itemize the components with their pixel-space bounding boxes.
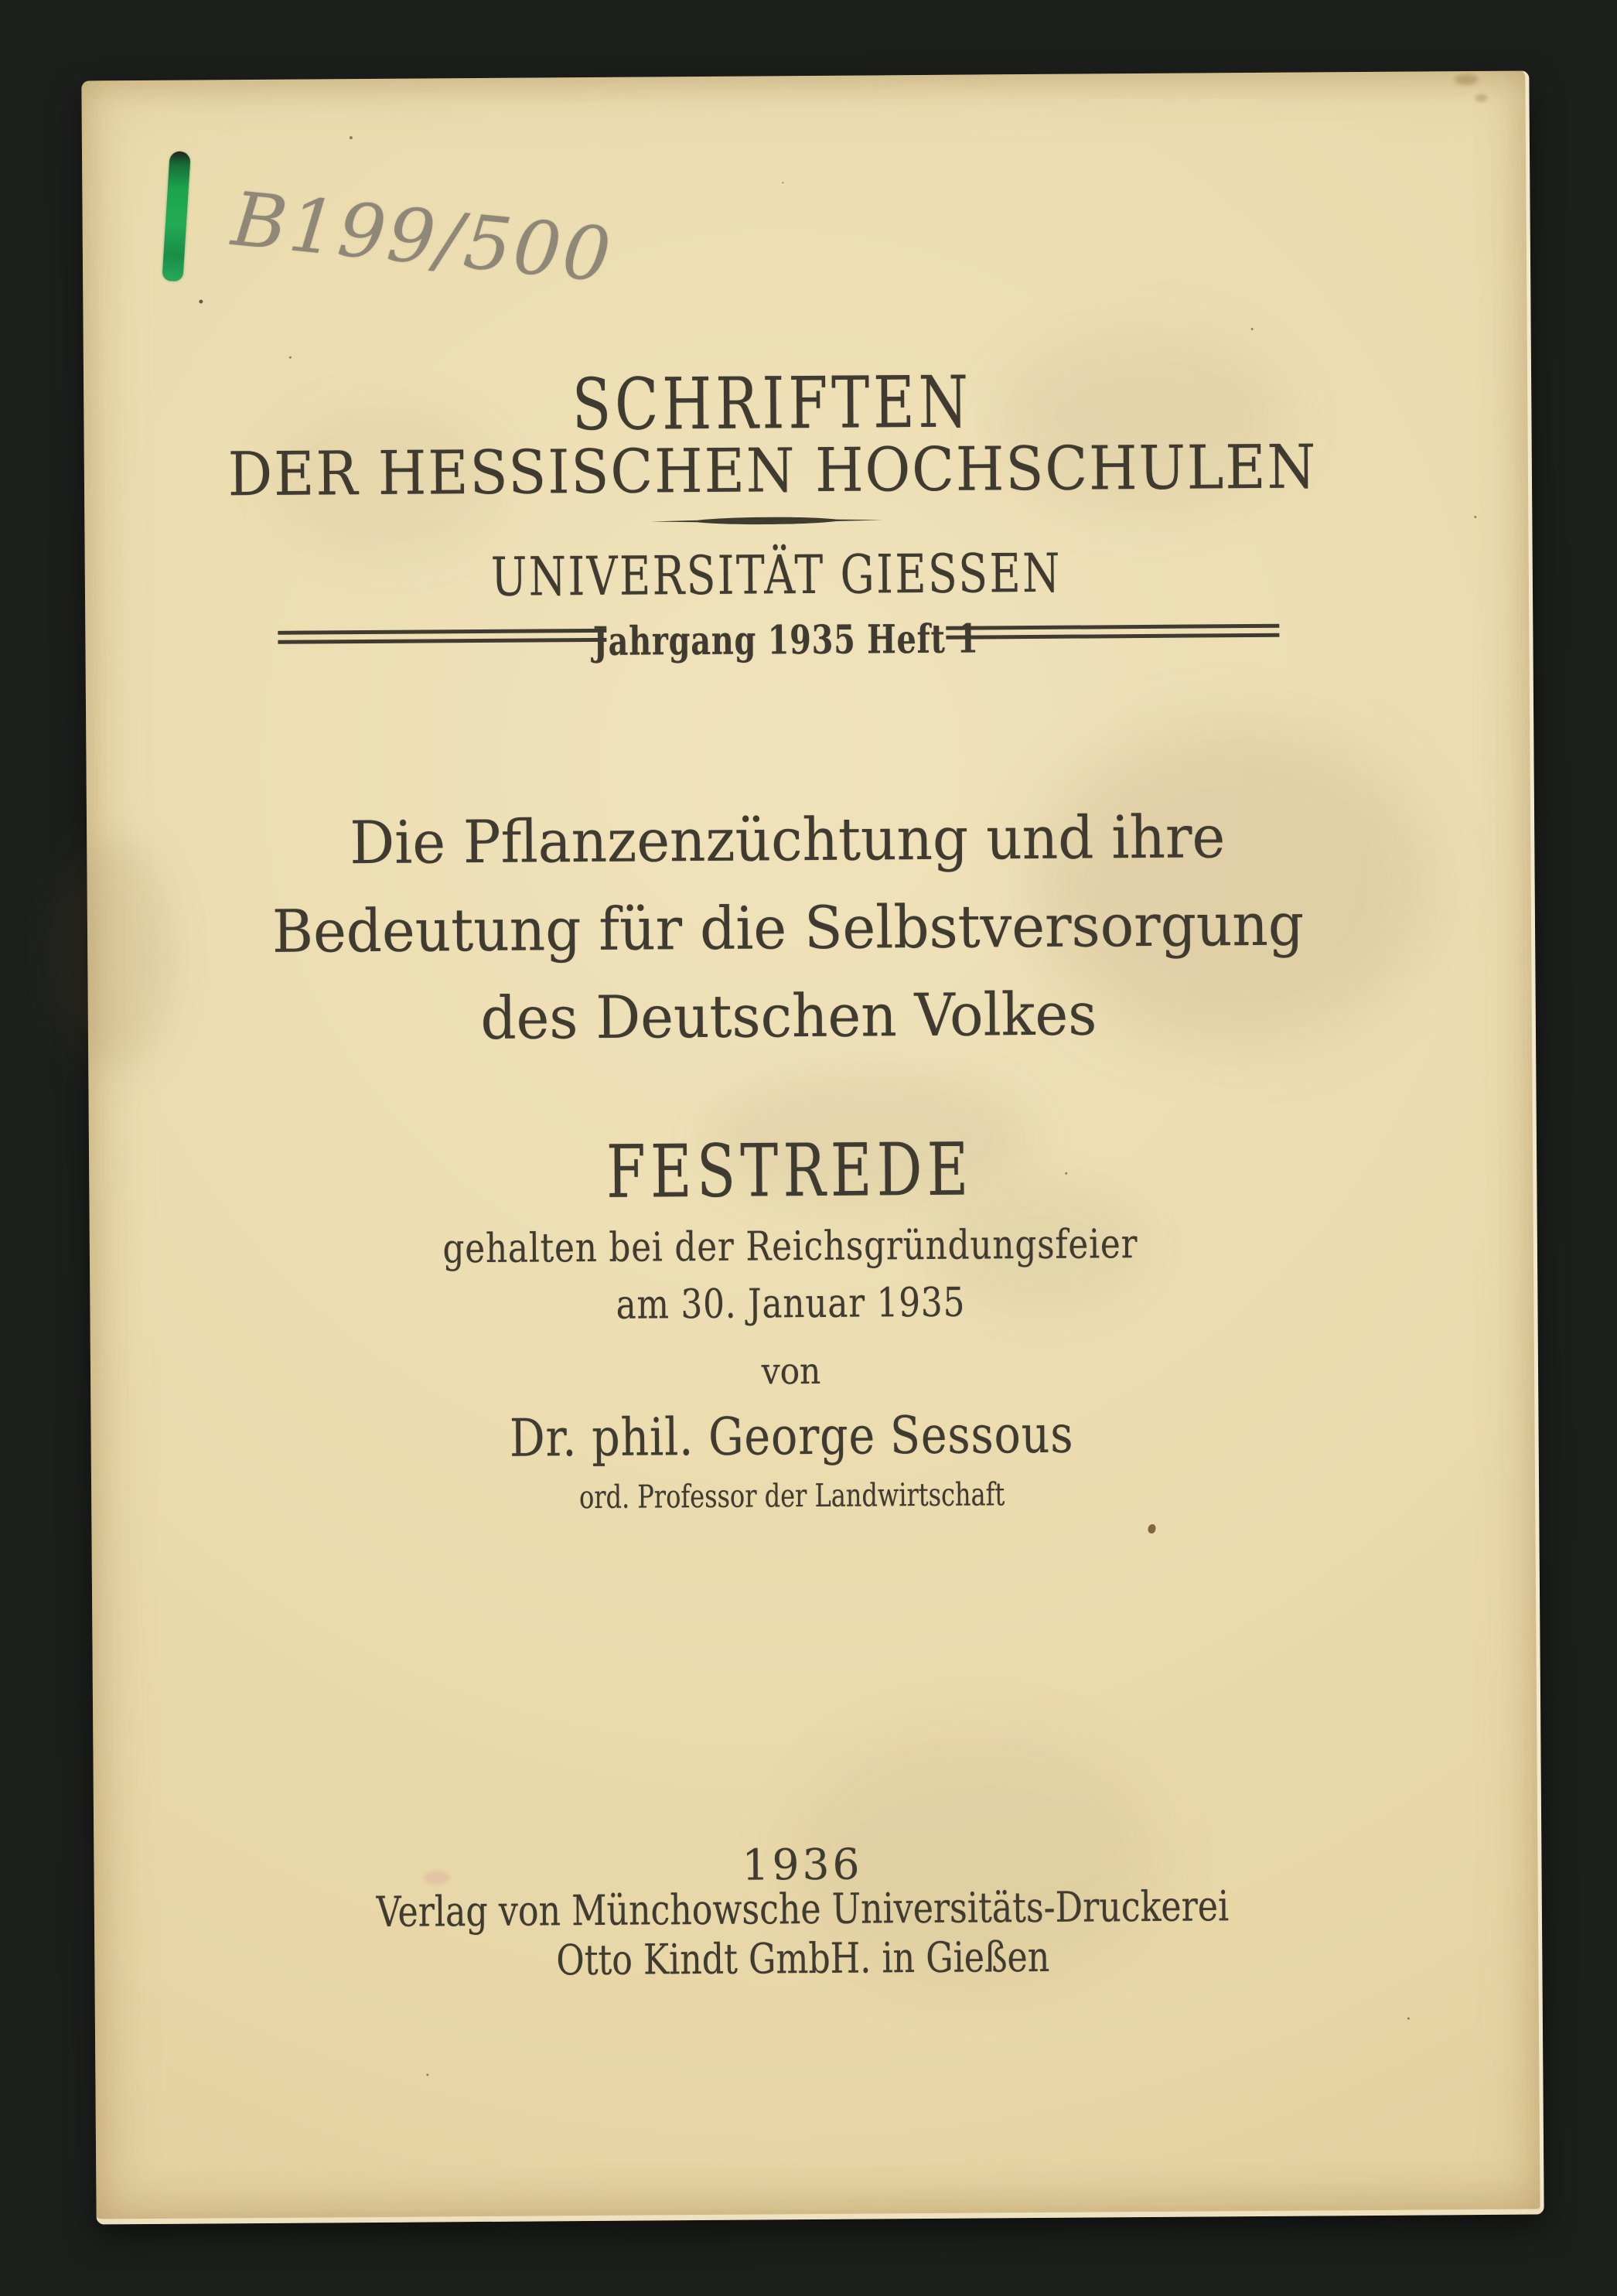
issue-row bbox=[85, 612, 1486, 665]
lens-divider-ornament bbox=[650, 514, 882, 527]
double-rule-right bbox=[946, 624, 1279, 640]
author-name: Dr. phil. George Sessous bbox=[509, 1404, 1074, 1469]
author-role: ord. Professor der Landwirtschaft bbox=[578, 1476, 1005, 1516]
booklet-cover-page bbox=[81, 70, 1544, 2224]
imprint-year: 1936 bbox=[742, 1839, 863, 1890]
institution-name: UNIVERSITÄT GIESSEN bbox=[490, 542, 1063, 609]
byline-label: von bbox=[761, 1349, 821, 1394]
issue-label: Jahrgang 1935 Heft 1 bbox=[592, 616, 979, 665]
series-subtitle: DER HESSISCHEN HOCHSCHULEN bbox=[227, 432, 1318, 510]
handwritten-shelf-mark: B199/500 bbox=[228, 176, 617, 299]
imprint-publisher-line-1: Verlag von Münchowsche Universitäts-Druckerei bbox=[376, 1881, 1230, 1936]
main-title-line-2: Bedeutung für die Selbstversorgung bbox=[271, 889, 1305, 966]
main-title-line-1: Die Pflanzenzüchtung und ihre bbox=[349, 802, 1226, 878]
series-title: SCHRIFTEN bbox=[571, 360, 973, 447]
speech-heading: FESTREDE bbox=[606, 1128, 974, 1215]
main-title-line-3: des Deutschen Volkes bbox=[480, 979, 1097, 1052]
printed-content bbox=[81, 71, 1497, 2225]
speech-occasion: gehalten bei der Reichsgründungsfeier bbox=[442, 1221, 1138, 1273]
speech-date: am 30. Januar 1935 bbox=[616, 1279, 966, 1329]
imprint-publisher-line-2: Otto Kindt GmbH. in Gießen bbox=[556, 1932, 1050, 1985]
